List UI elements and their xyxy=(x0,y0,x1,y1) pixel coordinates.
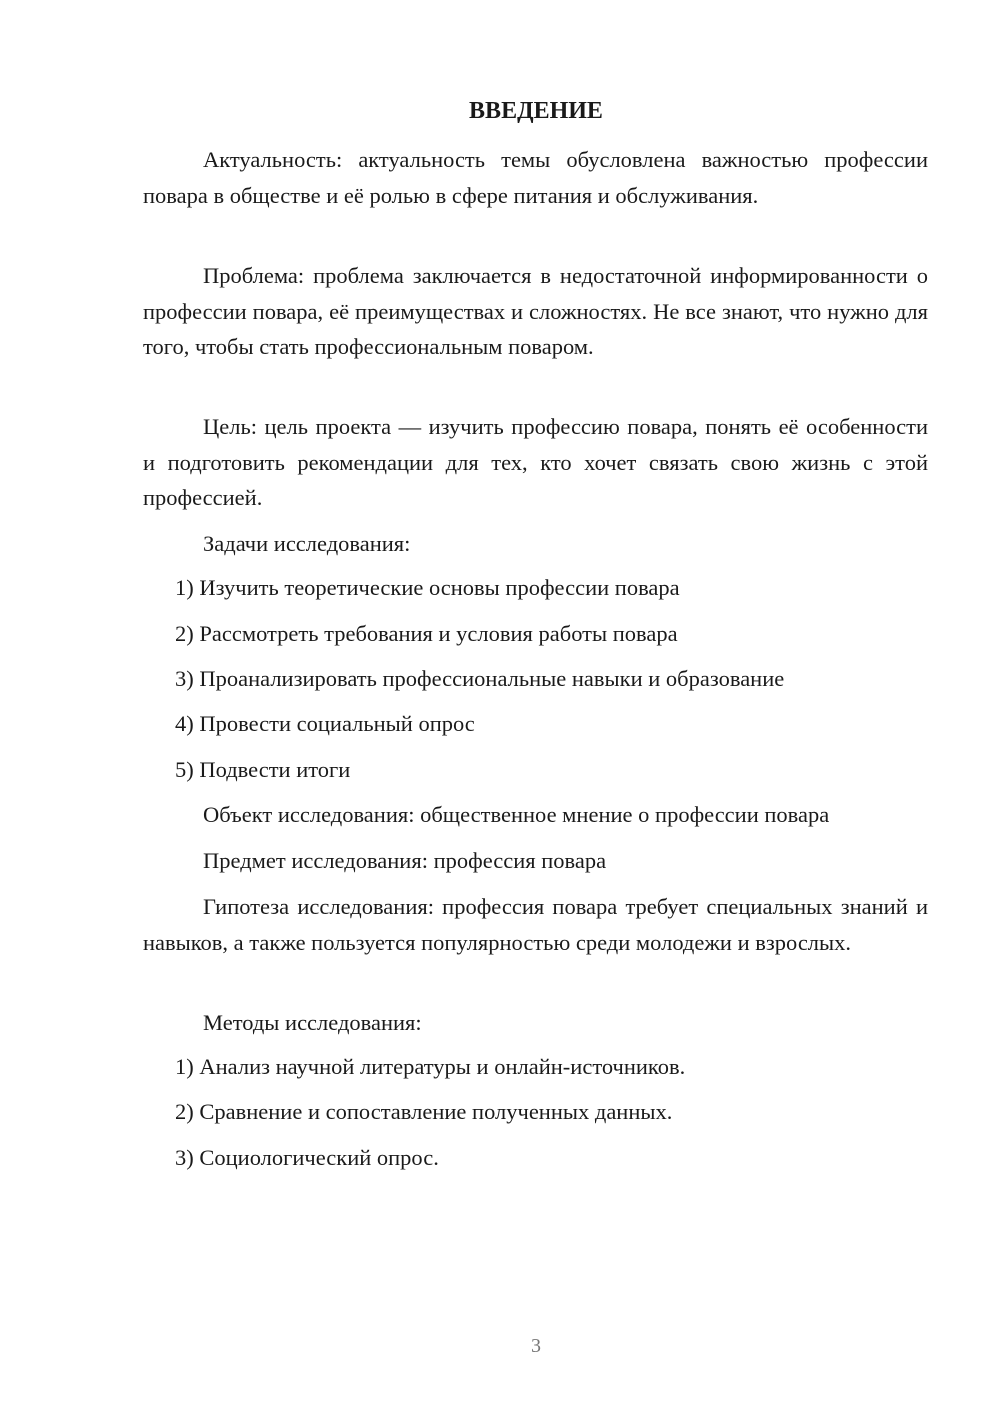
paragraph-hypothesis: Гипотеза исследования: профессия повара требует специальных знаний и навыков, а также пользуется популярностью среди молодежи и взрослых. xyxy=(143,894,928,955)
task-item: 4) Провести социальный опрос xyxy=(175,711,475,736)
tasks-label: Задачи исследования: xyxy=(203,531,411,556)
method-item: 3) Социологический опрос. xyxy=(175,1145,439,1170)
page-number: 3 xyxy=(531,1335,541,1357)
research-object: Объект исследования: общественное мнение о профессии повара xyxy=(203,802,830,827)
method-item: 2) Сравнение и сопоставление полученных данных. xyxy=(175,1099,673,1124)
task-item: 5) Подвести итоги xyxy=(175,757,351,782)
paragraph-relevance: Актуальность: актуальность темы обусловлена важностью профессии повара в обществе и её ролью в сфере питания и обслуживания. xyxy=(143,147,928,208)
task-item: 3) Проанализировать профессиональные навыки и образование xyxy=(175,666,785,691)
research-subject: Предмет исследования: профессия повара xyxy=(203,848,607,873)
task-item: 2) Рассмотреть требования и условия работы повара xyxy=(175,621,678,646)
methods-label: Методы исследования: xyxy=(203,1010,422,1035)
page-title: ВВЕДЕНИЕ xyxy=(469,98,603,124)
task-item: 1) Изучить теоретические основы профессии повара xyxy=(175,575,680,600)
method-item: 1) Анализ научной литературы и онлайн-источников. xyxy=(175,1054,686,1079)
paragraph-problem: Проблема: проблема заключается в недостаточной информированности о профессии повара, её преимуществах и сложностях. Не все знают, что нужно для того, чтобы стать профессиональным поваром. xyxy=(143,263,928,359)
paragraph-goal: Цель: цель проекта — изучить профессию повара, понять её особенности и подготовить рекомендации для тех, кто хочет связать свою жизнь с этой профессией. xyxy=(143,414,928,510)
